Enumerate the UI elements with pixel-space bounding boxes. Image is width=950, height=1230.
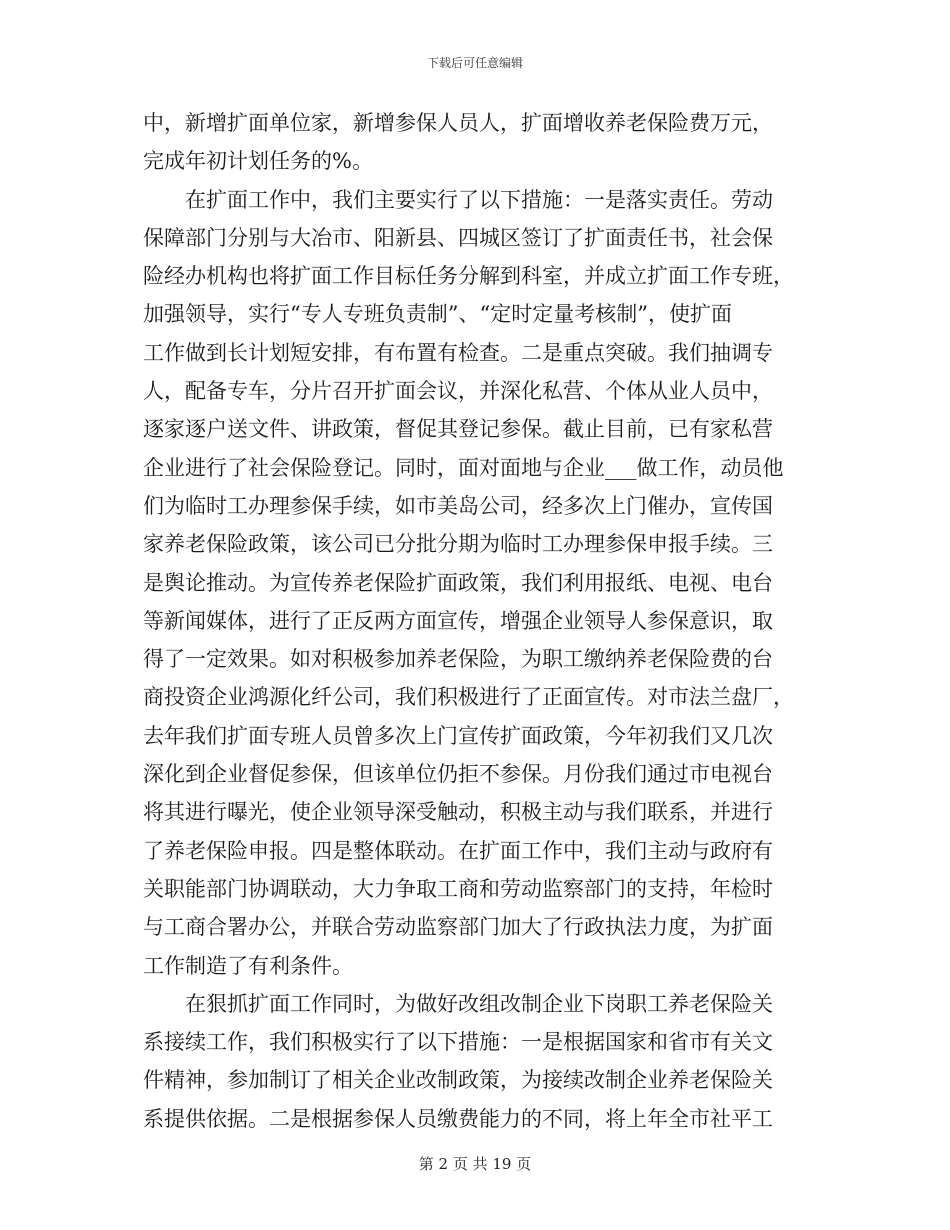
text-line: 们为临时工办理参保手续，如市美岛公司，经多次上门催办，宣传国: [143, 493, 773, 518]
text-line: 险经办机构也将扩面工作目标任务分解到科室，并成立扩面工作专班，: [143, 264, 794, 289]
text-line: 完成年初计划任务的%。: [143, 149, 373, 174]
text-line: 系提供依据。二是根据参保人员缴费能力的不同，将上年全市社平工: [143, 1106, 773, 1131]
text-line: 商投资企业鸿源化纤公司，我们积极进行了正面宣传。对市法兰盘厂，: [143, 685, 794, 710]
text-line: 保障部门分别与大冶市、阳新县、四城区签订了扩面责任书，社会保: [143, 225, 773, 250]
text-line: 工作制造了有利条件。: [143, 953, 353, 978]
page-footer: 第 2 页 共 19 页: [418, 1155, 532, 1173]
text-line: 逐家逐户送文件、讲政策，督促其登记参保。截止目前，已有家私营: [143, 417, 773, 442]
text-line: 去年我们扩面专班人员曾多次上门宣传扩面政策，今年初我们又几次: [143, 723, 773, 748]
text-line: 加强领导，实行“专人专班负责制”、“定时定量考核制”，使扩面: [143, 302, 732, 327]
text-line: 在狠抓扩面工作同时，为做好改组改制企业下岗职工养老保险关: [185, 991, 773, 1016]
text-line: 家养老保险政策，该公司已分批分期为临时工办理参保申报手续。三: [143, 532, 773, 557]
text-line: 深化到企业督促参保，但该单位仍拒不参保。月份我们通过市电视台: [143, 762, 773, 787]
text-line: 是舆论推动。为宣传养老保险扩面政策，我们利用报纸、电视、电台: [143, 570, 773, 595]
text-line: 将其进行曝光，使企业领导深受触动，积极主动与我们联系，并进行: [143, 800, 773, 825]
text-line: 关职能部门协调联动，大力争取工商和劳动监察部门的支持，年检时: [143, 876, 773, 901]
text-line: 等新闻媒体，进行了正反两方面宣传，增强企业领导人参保意识，取: [143, 608, 773, 633]
text-line: 与工商合署办公，并联合劳动监察部门加大了行政执法力度，为扩面: [143, 915, 773, 940]
text-line: 企业进行了社会保险登记。同时，面对面地与企业___做工作，动员他: [143, 455, 784, 480]
text-line: 中，新增扩面单位家，新增参保人员人，扩面增收养老保险费万元，: [143, 111, 773, 135]
body-text: [143, 104, 797, 1138]
text-line: 在扩面工作中，我们主要实行了以下措施：一是落实责任。劳动: [185, 187, 773, 212]
text-line: 人，配备专车，分片召开扩面会议，并深化私营、个体从业人员中，: [143, 379, 773, 404]
text-line: 得了一定效果。如对积极参加养老保险，为职工缴纳养老保险费的台: [143, 647, 773, 672]
text-line: 工作做到长计划短安排，有布置有检查。二是重点突破。我们抽调专: [143, 340, 773, 365]
page-header: 下载后可任意编辑: [426, 56, 523, 70]
text-line: 件精神，参加制订了相关企业改制政策，为接续改制企业养老保险关: [143, 1068, 773, 1093]
text-line: 了养老保险申报。四是整体联动。在扩面工作中，我们主动与政府有: [143, 838, 773, 863]
text-line: 系接续工作，我们积极实行了以下措施：一是根据国家和省市有关文: [143, 1030, 773, 1055]
